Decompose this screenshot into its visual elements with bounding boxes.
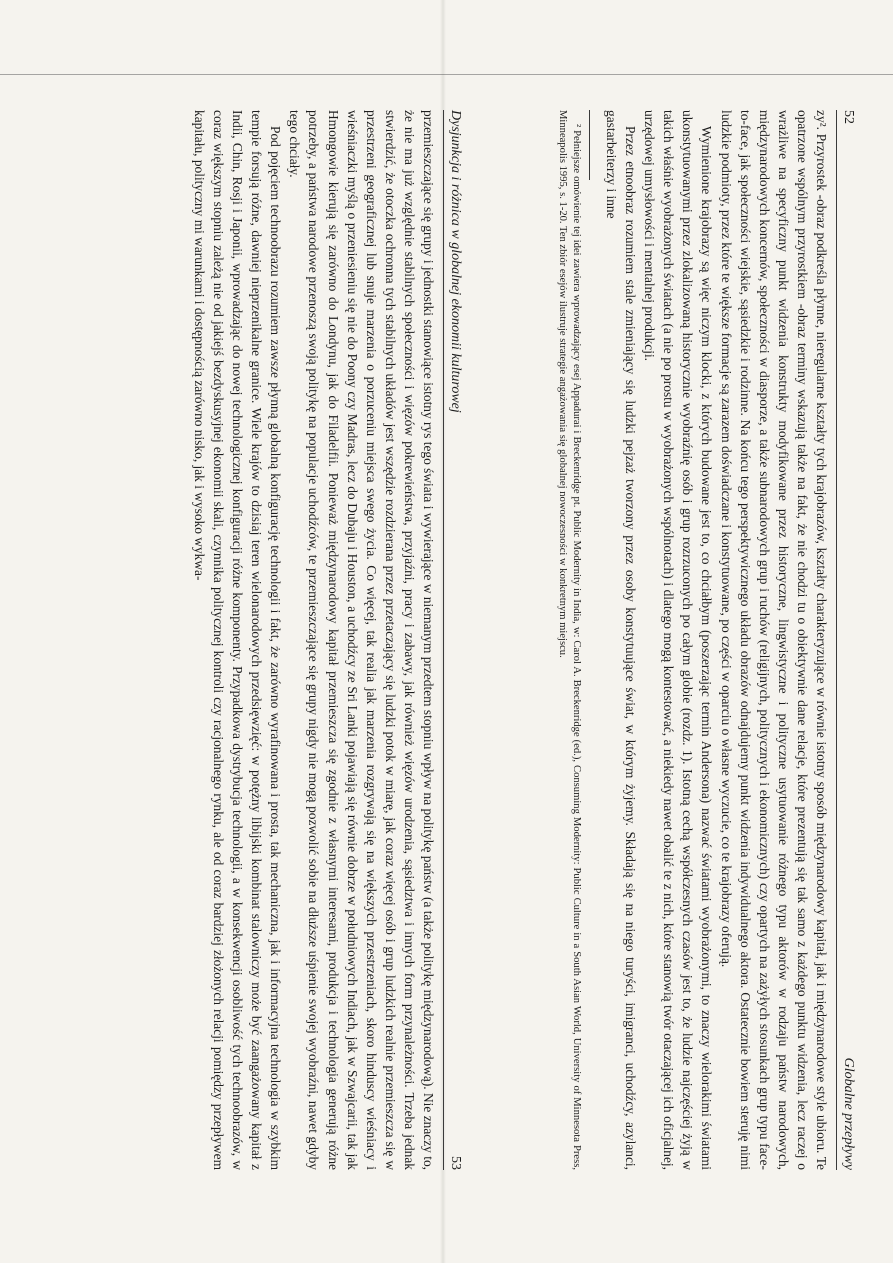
footnote: ² Pełniejsze omówienie tej idei zawiera wprowadzający esej Appadurai i Breckenridge pt. Public Modernity in India, w: Carol A. Breckenridge (ed.), Consuming Modernity: Public Culture in a South Asian World, University of Minnesota Press, Minneapolis 1995, s. 1-20. Ten zbiór esejów ilustruje strategie angażowania się globalnej nowoczesności w konkretnym miejscu. (557, 110, 582, 1170)
right-page (80, 110, 465, 1170)
left-page-header (836, 110, 858, 1170)
left-page-body (602, 110, 831, 1170)
right-page-number: 53 (448, 1156, 463, 1170)
paragraph: Przez etnoobraz rozumiem stale zmieniający się ludzki pejzaż tworzony przez osoby konstytuujące świat, w którym żyjemy. Składają się na niego turyści, imigranci, uchodźcy, azylanci, gastarbeiterzy i inne (603, 110, 639, 1170)
right-page-body (190, 110, 438, 1170)
paragraph: Pod pojęciem technoobrazu rozumiem zawsze płynną globalną konfigurację technologii i fakt, że zarówno wyrafinowana i prosta, tak mechaniczna, jak i informacyjna technologia w szybkim tempie forsują różne, dawniej nieprzenikalne granice. Wiele krajów to dzisiaj teren wielonarodowych przedsięwzięć: w potężny libijski kombinat stalowniczy może być zaangażowany kapitał z Indii, Chin, Rosji i Japonii, wprowadzając do nowej technologicznej konfiguracji różne komponenty. Przypadkowa dystrybucja technologii, a w konsekwencji osobliwość tych technoobrazów, w coraz większym stopniu zależą nie od jakiejś bezdyskusyjnej ekonomii skali, czynnika politycznej kontroli czy racjonalnego rynku, ale od coraz bardziej złożonych relacji pomiędzy przepływem kapitału, polityczny mi warunkami i dostępnością zarówno nisko, jak i wysoko wykwa- (191, 110, 284, 1170)
right-page-header (443, 110, 465, 1170)
paragraph: zy². Przyrostek -obraz podkreśla płynne, nieregularne kształty tych krajobrazów, kształty charakteryzujące w równie istotny sposób międzynarodowy kapitał, jak i międzynarodowe style ubioru. Te opatrzone wspólnym przyrostkiem -obraz terminy wskazują także na fakt, że nie chodzi tu o obiektywnie dane relacje, które prezentują się tak samo z każdego punktu widzenia, lecz raczej o wrażliwe na specyficzny punkt widzenia konstrukty modyfikowane przez historyczne, lingwistyczne i polityczne usytuowanie różnego typu aktorów w rodzaju państw narodowych, międzynarodowych koncernów, społeczności w diasporze, a także subnarodowych grup i ruchów (religijnych, politycznych i ekonomicznych) czy opartych na zażyłych stosunkach grup typu face-to-face, jak społeczności wiejskie, sąsiedzkie i rodzinne. Na końcu tego perspektywicznego układu obrazów odnajdujemy punkt widzenia indywidualnego aktora. Ostatecznie bowiem steruję nimi ludzkie podmioty, przez które te większe formacje są zarazem doświadczane i konstytuowane, po części w oparciu o własne wyczucie, co te krajobrazy oferują. (718, 110, 829, 1170)
scan-edge-line (0, 74, 893, 75)
left-running-head: Globalne przepływy (841, 1057, 856, 1170)
paragraph: Wymienione krajobrazy są więc niczym klocki, z których budowane jest to, co chciałbym (poszerzając termin Andersona) nazwać światami wyobrażonymi, to znaczy wielorakimi światami ukonstytuowanymi przez zlokalizowaną historycznie wyobraźnię osób i grup rozrzuconych po całym globie (rozdz. 1). Istotną cechą współczesnych czasów jest to, że ludzie najczęściej żyją w takich właśnie wyobrażonych światach (a nie po prostu w wyobrażonych wspólnotach) i dlatego mogą kontestować, a niekiedy nawet obalić te z nich, które stanowią twór otaczającej ich oficjalnej, urzędowej umysłowości i mentalnej produkcji. (642, 110, 715, 1170)
paragraph: przemieszczające się grupy i jednostki stanowiące istotny rys tego świata i wywierające w niemanym przedtem stopniu wpływ na politykę państw (a także politykę międzynarodową). Nie znaczy to, że nie ma już względnie stabilnych społeczności i więzów pokrewieństwa, przyjaźni, pracy i zabawy, jak również więzów urodzenia, sąsiedztwa i innych form przynależności. Trzeba jednak stwierdzić, że otoczka ochronna tych stabilnych układów jest wszędzie rozdzierana przez przetaczający się ludzki potok w miarę, jak coraz więcej osób i grup ludzkich realnie przemieszcza się w przestrzeni geograficznej lub snuje marzenia o porzuceniu miejsca swego życia. Co więcej, tak realia jak marzenia rozgrywają się na większych przestrzeniach, skoro hinduscy wieśniacy i wieśniaczki myślą o przeniesieniu się nie do Poony czy Madras, lecz do Dubaju i Houston, a uchodźcy ze Sri Lanki pojawiają się równie dobrze w południowych Indiach, jak w Szwajcarii, tak jak Hmongowie kierują się zarówno do Londynu, jak do Filadelfii. Ponieważ międzynarodowy kapitał przemieszcza się zgodnie z własnymi interesami, produkcja i technologia generują różne potrzeby, a państwa narodowe przenoszą swoją politykę na populacje uchodźców, te przemieszczające się grupy nigdy nie mogą pozwolić sobie na dłuższe uśpienie swojej wyobraźni, nawet gdyby tego chciały. (287, 110, 436, 1170)
right-running-head: Dysjunkcja i różnica w globalnej ekonomii kulturowej (448, 110, 463, 413)
footnote-rule (589, 110, 590, 180)
left-page-number: 52 (841, 110, 856, 124)
left-page (473, 110, 858, 1170)
